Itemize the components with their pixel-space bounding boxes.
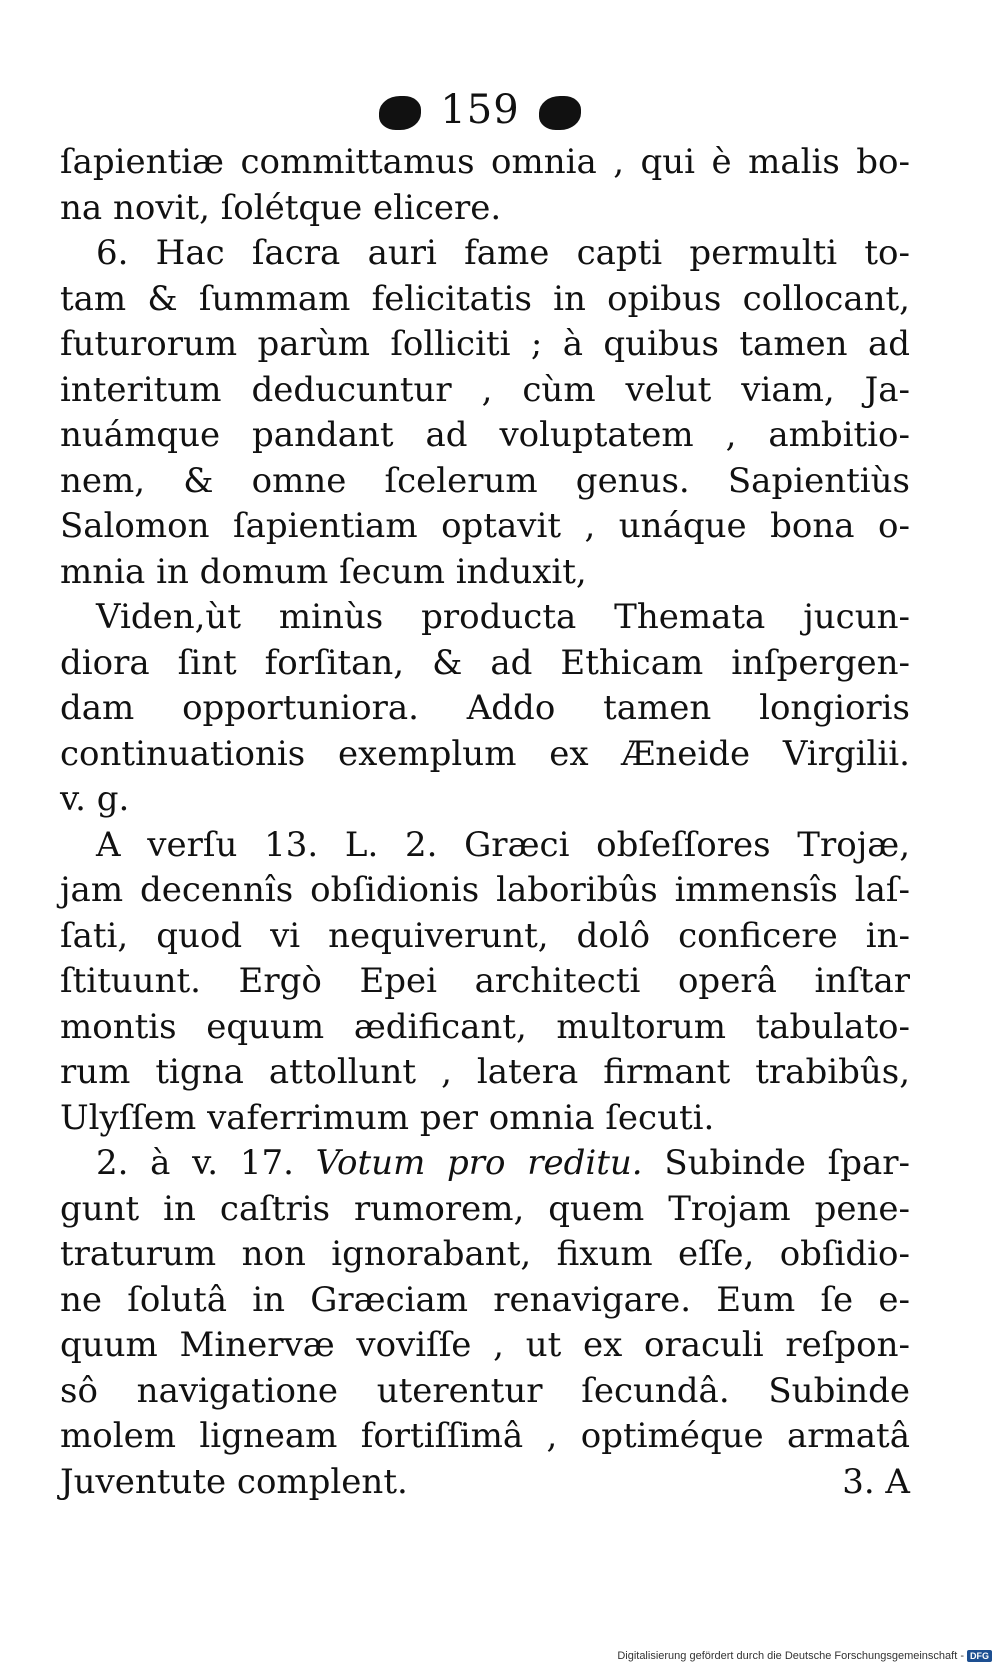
text-line: futurorum parùm ſolliciti ; à quibus tamen ad — [60, 324, 910, 364]
text-line: montis equum ædificant, multorum tabulato- — [60, 1006, 910, 1047]
votum-line — [60, 1141, 910, 1187]
text-line: A verſu 13. L. 2. Græci obſeſſores Trojæ, — [96, 824, 910, 865]
text-line: ne ſolutâ in Græciam renavigare. Eum ſe e- — [60, 1279, 910, 1320]
text-line: mnia in domum ſecum induxit, — [60, 551, 587, 592]
text-line: rum tigna attollunt , latera firmant trabibûs, — [60, 1052, 910, 1092]
text-line: quum Minervæ voviſſe , ut ex oraculi reſpon- — [60, 1325, 910, 1365]
digitization-footer — [617, 1650, 992, 1662]
text-line: nem, & omne ſcelerum genus. Sapientiùs — [60, 460, 910, 501]
ornament-right-icon — [539, 96, 581, 130]
text-line: tam & ſummam felicitatis in opibus collocant, — [60, 278, 910, 319]
text-line: Viden,ùt minùs producta Themata jucun- — [96, 597, 910, 637]
last-line-row — [60, 1460, 910, 1506]
page-number: 159 — [440, 87, 520, 133]
text-line: na novit, ſolétque elicere. — [60, 187, 502, 228]
text-line: molem ligneam fortiſſimâ , optiméque armatâ — [60, 1416, 910, 1456]
text-line: jam decennîs obſidionis laboribûs immensîs laſ- — [60, 870, 910, 910]
ornament-left-icon — [379, 96, 421, 130]
text-line: Ulyſſem vaferrimum per omnia ſecuti. — [60, 1097, 715, 1138]
text-line: dam opportuniora. Addo tamen longioris — [60, 688, 910, 728]
votum-prefix: 2. à v. 17. — [96, 1143, 316, 1183]
body-text — [60, 140, 910, 1505]
text-line: Salomon ſapientiam optavit , unáque bona o- — [60, 506, 910, 546]
text-line: interitum deducuntur , cùm velut viam, Ja- — [60, 369, 910, 410]
page-header — [0, 80, 960, 140]
footer-text: Digitalisierung gefördert durch die Deutsche Forschungsgemeinschaft - — [617, 1650, 964, 1662]
text-line: ſapientiæ committamus omnia , qui è malis bo- — [60, 142, 910, 182]
dfg-logo-icon: DFG — [967, 1650, 992, 1662]
text-line: 6. Hac ſacra auri fame capti permulti to- — [96, 233, 910, 273]
text-line: sô navigatione uterentur ſecundâ. Subinde — [60, 1370, 910, 1411]
text-line: ſati, quod vi nequiverunt, dolô conficere in- — [60, 915, 910, 956]
text-line: diora ſint forſitan, & ad Ethicam inſpergen- — [60, 642, 910, 683]
text-line: gunt in caſtris rumorem, quem Trojam pene- — [60, 1188, 910, 1229]
last-line: Juventute complent. — [60, 1461, 408, 1502]
text-line: v. g. — [60, 779, 130, 819]
catchword: 3. A — [842, 1461, 910, 1502]
text-line: nuámque pandant ad voluptatem , ambitio- — [60, 415, 910, 455]
text-line: traturum non ignorabant, fixum eſſe, obſidio- — [60, 1234, 910, 1274]
votum-italic: Votum pro reditu. — [315, 1143, 643, 1183]
text-line: ſtituunt. Ergò Epei architecti operâ inſtar — [60, 961, 910, 1001]
text-line: continuationis exemplum ex Æneide Virgilii. — [60, 733, 910, 774]
votum-suffix: Subinde ſpar- — [642, 1143, 911, 1183]
